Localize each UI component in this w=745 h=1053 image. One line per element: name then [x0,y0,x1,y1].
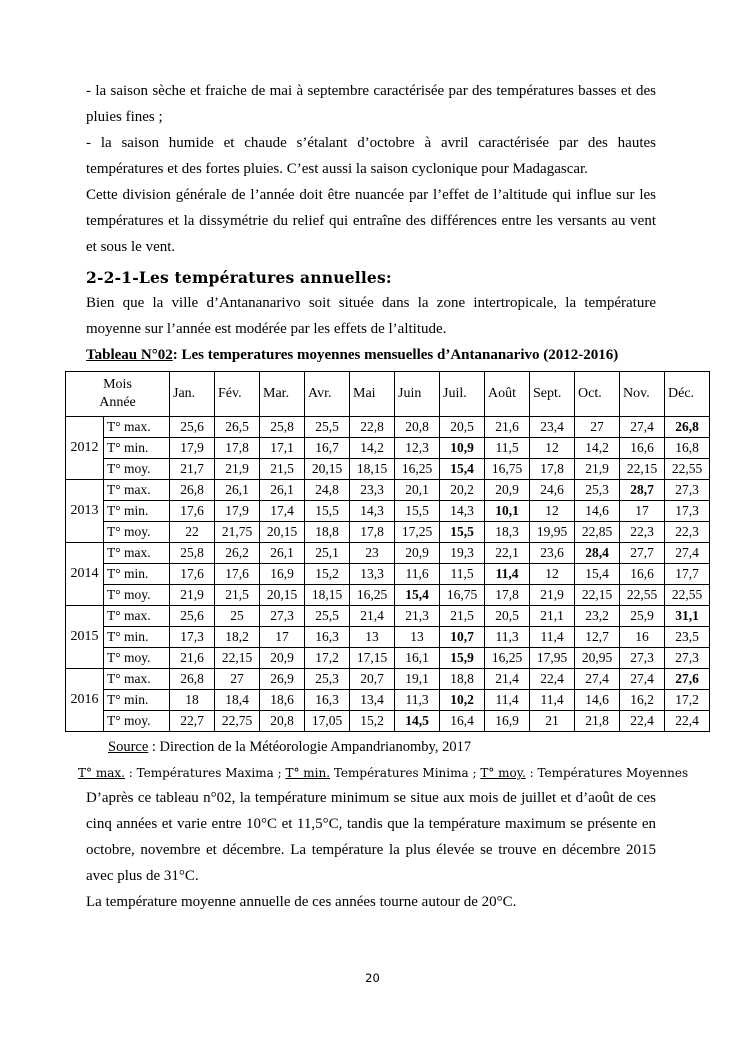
value-cell: 20,15 [260,585,305,606]
value-cell: 17,6 [215,564,260,585]
value-cell: 20,1 [395,480,440,501]
table-row [66,711,710,732]
paragraph-analysis: D’après ce tableau n°02, la température minimum se situe aux mois de juillet et d’août de ces cinq années et varie entre 10°C et 11,5°C, tandis que la température maximum se présente en octobre, novembre et décembre. La température la plus élevée se trouve en décembre 2015 avec plus de 31°C. [86,790,656,884]
value-cell: 23,6 [530,543,575,564]
value-cell: 18,15 [350,459,395,480]
table-row [66,501,710,522]
value-cell: 21,7 [170,459,215,480]
value-cell: 16,75 [485,459,530,480]
value-cell: 17,8 [350,522,395,543]
value-cell: 25,5 [305,417,350,438]
value-cell: 22,1 [485,543,530,564]
table-row [66,417,710,438]
value-cell: 27,3 [260,606,305,627]
value-cell: 25,8 [260,417,305,438]
month-header: Nov. [620,372,665,417]
value-cell: 21,1 [530,606,575,627]
value-cell: 10,9 [440,438,485,459]
value-cell: 26,8 [170,480,215,501]
value-cell: 10,7 [440,627,485,648]
value-cell: 17,6 [170,564,215,585]
value-cell: 17,4 [260,501,305,522]
value-cell: 15,5 [305,501,350,522]
value-cell: 26,1 [260,543,305,564]
value-cell: 26,8 [170,669,215,690]
value-cell: 22,85 [575,522,620,543]
value-cell: 17,2 [305,648,350,669]
row-label-cell: T° max. [104,417,170,438]
value-cell: 16,25 [350,585,395,606]
table-row [66,564,710,585]
value-cell: 17,8 [215,438,260,459]
value-cell: 21,5 [260,459,305,480]
table-header-row [66,372,710,417]
value-cell: 11,4 [530,627,575,648]
value-cell: 20,5 [485,606,530,627]
value-cell: 14,6 [575,690,620,711]
month-header: Juin [395,372,440,417]
value-cell: 14,6 [575,501,620,522]
table-row [66,459,710,480]
value-cell: 25,5 [305,606,350,627]
value-cell: 16,1 [395,648,440,669]
value-cell: 26,9 [260,669,305,690]
value-cell: 13,4 [350,690,395,711]
row-label-cell: T° moy. [104,648,170,669]
text-segment: T° moy. [480,766,526,780]
value-cell: 12 [530,564,575,585]
row-label-cell: T° max. [104,543,170,564]
table-row [66,480,710,501]
value-cell: 11,4 [485,690,530,711]
paragraph-annual-mean: La température moyenne annuelle de ces années tourne autour de 20°C. [86,894,517,910]
row-label-cell: T° min. [104,438,170,459]
value-cell: 23,5 [665,627,710,648]
value-cell: 22,55 [665,459,710,480]
year-cell: 2016 [66,669,104,732]
value-cell: 21,9 [530,585,575,606]
value-cell: 21,8 [575,711,620,732]
value-cell: 10,1 [485,501,530,522]
corner-header-mois-annee [66,372,170,417]
value-cell: 19,3 [440,543,485,564]
row-label-cell: T° moy. [104,711,170,732]
value-cell: 21,4 [485,669,530,690]
value-cell: 16,3 [305,627,350,648]
value-cell: 22,3 [620,522,665,543]
value-cell: 17 [260,627,305,648]
value-cell: 10,2 [440,690,485,711]
value-cell: 12 [530,438,575,459]
table-row [66,690,710,711]
value-cell: 16,7 [305,438,350,459]
value-cell: 14,2 [575,438,620,459]
value-cell: 13 [395,627,440,648]
text-segment: : Direction de la Météorologie Ampandrianomby, 2017 [148,739,472,755]
value-cell: 18,8 [305,522,350,543]
value-cell: 22,15 [575,585,620,606]
legend-line [78,762,689,785]
value-cell: 17 [620,501,665,522]
value-cell: 22,8 [350,417,395,438]
corner-header-text: Mois [103,377,132,392]
value-cell: 11,3 [395,690,440,711]
value-cell: 21,9 [215,459,260,480]
value-cell: 27,4 [665,543,710,564]
value-cell: 11,5 [440,564,485,585]
value-cell: 18,8 [440,669,485,690]
value-cell: 18,15 [305,585,350,606]
value-cell: 22,75 [215,711,260,732]
value-cell: 17,7 [665,564,710,585]
value-cell: 27,4 [620,417,665,438]
value-cell: 23,3 [350,480,395,501]
section-heading: 2-2-1-Les températures annuelles: [86,268,392,287]
value-cell: 17,95 [530,648,575,669]
value-cell: 17,3 [665,501,710,522]
value-cell: 23,4 [530,417,575,438]
month-header: Fév. [215,372,260,417]
row-label-cell: T° max. [104,669,170,690]
value-cell: 21,5 [215,585,260,606]
value-cell: 27,3 [665,480,710,501]
value-cell: 18 [170,690,215,711]
text-segment: Source [108,739,149,755]
month-header: Août [485,372,530,417]
month-header: Oct. [575,372,620,417]
value-cell: 27,4 [620,669,665,690]
row-label-cell: T° moy. [104,585,170,606]
paragraph-dry-season: - la saison sèche et fraiche de mai à septembre caractérisée par des températures basses et des pluies fines ; [86,83,656,125]
value-cell: 26,5 [215,417,260,438]
climate-table [65,371,710,732]
value-cell: 25,9 [620,606,665,627]
value-cell: 28,7 [620,480,665,501]
value-cell: 28,4 [575,543,620,564]
value-cell: 21 [530,711,575,732]
table-row [66,438,710,459]
table-caption-title: : Les temperatures moyennes mensuelles d’Antananarivo (2012-2016) [172,347,619,363]
value-cell: 16,4 [440,711,485,732]
value-cell: 16,25 [395,459,440,480]
value-cell: 12,7 [575,627,620,648]
value-cell: 25,3 [305,669,350,690]
value-cell: 21,9 [170,585,215,606]
paragraph-wet-season: - la saison humide et chaude s’étalant d’octobre à avril caractérisée par des hautes températures et des fortes pluies. C’est aussi la saison cyclonique pour Madagascar. [86,135,656,177]
text-segment: Températures Minima ; [330,766,481,780]
table-row [66,585,710,606]
value-cell: 15,5 [440,522,485,543]
paragraph-intertropical: Bien que la ville d’Antananarivo soit située dans la zone intertropicale, la température moyenne sur l’année est modérée par les effets de l’altitude. [86,295,656,337]
value-cell: 14,5 [395,711,440,732]
table-row [66,627,710,648]
value-cell: 19,1 [395,669,440,690]
value-cell: 26,1 [215,480,260,501]
value-cell: 15,2 [350,711,395,732]
value-cell: 15,4 [440,459,485,480]
value-cell: 20,8 [260,711,305,732]
value-cell: 22,4 [620,711,665,732]
value-cell: 17,8 [530,459,575,480]
value-cell: 16,75 [440,585,485,606]
value-cell: 20,2 [440,480,485,501]
value-cell: 16,9 [260,564,305,585]
month-header: Juil. [440,372,485,417]
table-row [66,669,710,690]
value-cell: 27,4 [575,669,620,690]
year-cell: 2013 [66,480,104,543]
value-cell: 24,8 [305,480,350,501]
value-cell: 12,3 [395,438,440,459]
value-cell: 27,6 [665,669,710,690]
value-cell: 16,6 [620,438,665,459]
row-label-cell: T° min. [104,501,170,522]
year-cell: 2012 [66,417,104,480]
row-label-cell: T° min. [104,627,170,648]
value-cell: 25 [215,606,260,627]
year-cell: 2015 [66,606,104,669]
value-cell: 20,5 [440,417,485,438]
value-cell: 27,3 [665,648,710,669]
row-label-cell: T° min. [104,564,170,585]
table-row [66,543,710,564]
value-cell: 22,4 [665,711,710,732]
value-cell: 14,3 [350,501,395,522]
value-cell: 22,55 [665,585,710,606]
value-cell: 26,8 [665,417,710,438]
value-cell: 17,05 [305,711,350,732]
row-label-cell: T° moy. [104,522,170,543]
value-cell: 15,9 [440,648,485,669]
month-header: Jan. [170,372,215,417]
table-caption [86,343,656,368]
text-segment: : Températures Moyennes [525,766,689,780]
value-cell: 21,3 [395,606,440,627]
value-cell: 22 [170,522,215,543]
value-cell: 18,6 [260,690,305,711]
value-cell: 17,9 [215,501,260,522]
value-cell: 15,4 [395,585,440,606]
month-header: Déc. [665,372,710,417]
value-cell: 11,4 [485,564,530,585]
value-cell: 16,3 [305,690,350,711]
value-cell: 21,5 [440,606,485,627]
month-header: Sept. [530,372,575,417]
value-cell: 19,95 [530,522,575,543]
value-cell: 16,8 [665,438,710,459]
value-cell: 20,95 [575,648,620,669]
value-cell: 25,6 [170,417,215,438]
value-cell: 16,2 [620,690,665,711]
month-header: Mar. [260,372,305,417]
month-header: Avr. [305,372,350,417]
value-cell: 15,2 [305,564,350,585]
value-cell: 12 [530,501,575,522]
value-cell: 17,25 [395,522,440,543]
value-cell: 21,6 [485,417,530,438]
table-caption-number: Tableau N°02 [86,347,173,363]
value-cell: 20,8 [395,417,440,438]
value-cell: 14,2 [350,438,395,459]
value-cell: 22,4 [530,669,575,690]
value-cell: 17,2 [665,690,710,711]
value-cell: 24,6 [530,480,575,501]
row-label-cell: T° moy. [104,459,170,480]
value-cell: 18,4 [215,690,260,711]
value-cell: 25,8 [170,543,215,564]
row-label-cell: T° min. [104,690,170,711]
value-cell: 17,3 [170,627,215,648]
value-cell: 20,15 [260,522,305,543]
value-cell: 17,8 [485,585,530,606]
text-segment: : Températures Maxima ; [124,766,286,780]
value-cell: 25,3 [575,480,620,501]
paragraph-altitude-effect: Cette division générale de l’année doit être nuancée par l’effet de l’altitude qui influe sur les températures et la dissymétrie du relief qui entraîne des différences entre les versants au vent et sous le vent. [86,187,656,255]
value-cell: 31,1 [665,606,710,627]
value-cell: 11,5 [485,438,530,459]
value-cell: 13,3 [350,564,395,585]
value-cell: 16,9 [485,711,530,732]
value-cell: 22,15 [215,648,260,669]
value-cell: 17,6 [170,501,215,522]
value-cell: 21,4 [350,606,395,627]
value-cell: 22,15 [620,459,665,480]
value-cell: 22,7 [170,711,215,732]
source-line [108,736,656,759]
row-label-cell: T° max. [104,480,170,501]
value-cell: 27 [215,669,260,690]
corner-header-text: Année [99,395,136,410]
value-cell: 20,9 [260,648,305,669]
value-cell: 21,9 [575,459,620,480]
value-cell: 17,15 [350,648,395,669]
value-cell: 15,4 [575,564,620,585]
value-cell: 26,2 [215,543,260,564]
value-cell: 15,5 [395,501,440,522]
table-row [66,606,710,627]
table-row [66,522,710,543]
value-cell: 26,1 [260,480,305,501]
value-cell: 16,25 [485,648,530,669]
value-cell: 20,9 [485,480,530,501]
year-cell: 2014 [66,543,104,606]
value-cell: 14,3 [440,501,485,522]
value-cell: 11,4 [530,690,575,711]
value-cell: 16,6 [620,564,665,585]
value-cell: 21,6 [170,648,215,669]
value-cell: 18,3 [485,522,530,543]
value-cell: 23,2 [575,606,620,627]
value-cell: 21,75 [215,522,260,543]
row-label-cell: T° max. [104,606,170,627]
value-cell: 17,1 [260,438,305,459]
value-cell: 22,55 [620,585,665,606]
value-cell: 17,9 [170,438,215,459]
value-cell: 25,1 [305,543,350,564]
value-cell: 25,6 [170,606,215,627]
value-cell: 27,3 [620,648,665,669]
value-cell: 16 [620,627,665,648]
text-segment: T° min. [285,766,331,780]
value-cell: 20,15 [305,459,350,480]
value-cell: 20,9 [395,543,440,564]
value-cell: 20,7 [350,669,395,690]
value-cell: 18,2 [215,627,260,648]
value-cell: 22,3 [665,522,710,543]
value-cell: 27 [575,417,620,438]
value-cell: 11,3 [485,627,530,648]
value-cell: 27,7 [620,543,665,564]
value-cell: 11,6 [395,564,440,585]
page-number: 20 [365,971,380,985]
month-header: Mai [350,372,395,417]
table-row [66,648,710,669]
text-segment: T° max. [78,766,125,780]
value-cell: 23 [350,543,395,564]
value-cell: 13 [350,627,395,648]
